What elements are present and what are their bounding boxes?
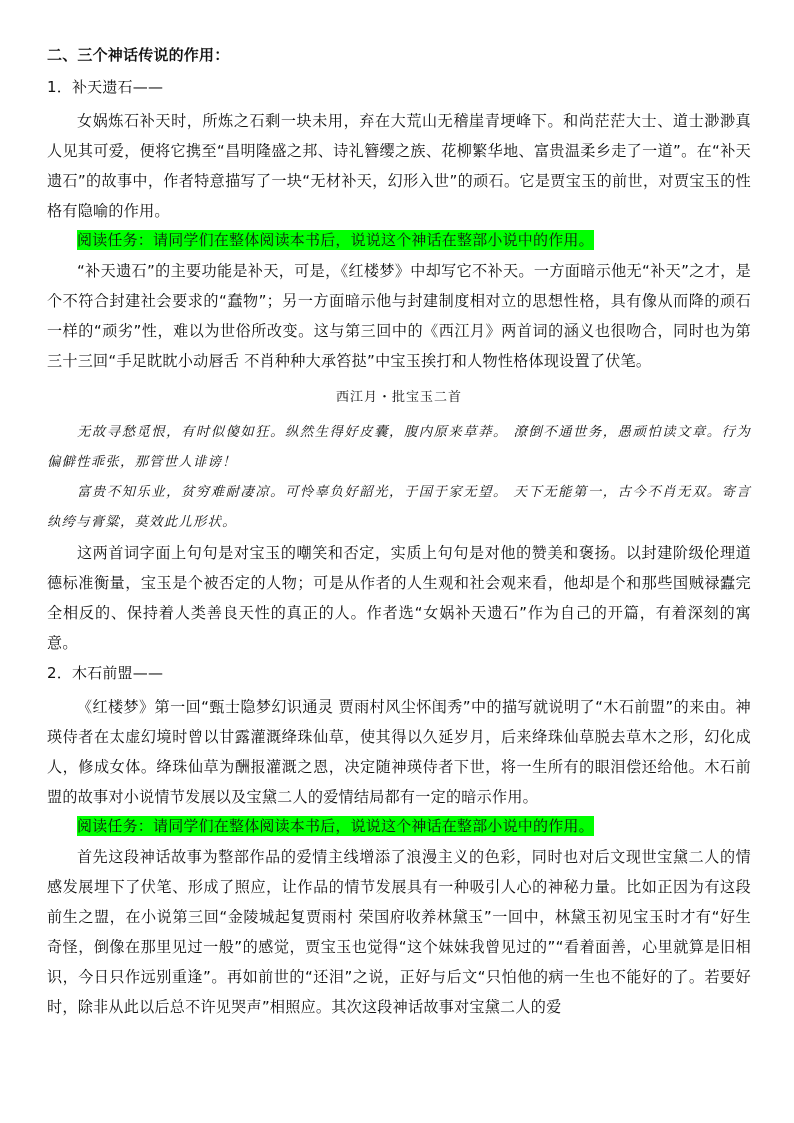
part1-title: 1．补天遗石—— <box>47 78 164 96</box>
part2-reading-task <box>77 814 751 838</box>
part1-paragraph-2: “补天遗石”的主要功能是补天，可是，《红楼梦》中却写它不补天。一方面暗示他无“补天”之才，是个不符合封建社会要求的“蠢物”；另一方面暗示他与封建制度相对立的思想性格，具有像从而降的顽石一样的“顽劣”性，难以为世俗所改变。这与第三回中的《西江月》两首词的涵义也很吻合，同时也为第三十三回“手足眈眈小动唇舌 不肖种种大承笞挞”中宝玉挨打和人物性格体现设置了伏笔。 <box>47 262 751 370</box>
part1-reading-task <box>77 228 751 252</box>
poem-stanza-2: 富贵不知乐业，贫穷难耐凄凉。可怜辜负好韶光，于国于家无望。 天下无能第一，古今不肖无双。寄言纨绔与膏粱，莫效此儿形状。 <box>47 485 751 530</box>
part2-paragraph-1: 《红楼梦》第一回“甄士隐梦幻识通灵 贾雨村风尘怀闺秀”中的描写就说明了“木石前盟”的来由。神瑛侍者在太虚幻境时曾以甘露灌溉绛珠仙草，使其得以久延岁月，后来绛珠仙草脱去草木之形，幻化成人，修成女体。绛珠仙草为酬报灌溉之恩，决定随神瑛侍者下世，将一生所有的眼泪偿还给他。木石前盟的故事对小说情节发展以及宝黛二人的爱情结局都有一定的暗示作用。 <box>47 698 751 806</box>
part1-paragraph-1: 女娲炼石补天时，所炼之石剩一块未用，弃在大荒山无稽崖青埂峰下。和尚茫茫大士、道士渺渺真人见其可爱，便将它携至“昌明隆盛之邦、诗礼簪缨之族、花柳繁华地、富贵温柔乡走了一道”。在“补天遗石”的故事中，作者特意描写了一块“无材补天，幻形入世”的顽石。它是贾宝玉的前世，对贾宝玉的性格有隐喻的作用。 <box>47 112 751 220</box>
part1-paragraph-3: 这两首词字面上句句是对宝玉的嘲笑和否定，实质上句句是对他的赞美和褒扬。以封建阶级伦理道德标准衡量，宝玉是个被否定的人物；可是从作者的人生观和社会观来看，他却是个和那些国贼禄蠹完全相反的、保持着人类善良天性的真正的人。作者选“女娲补天遗石”作为自己的开篇，有着深刻的寓意。 <box>47 544 751 652</box>
section-heading: 二、三个神话传说的作用： <box>47 46 230 64</box>
part2-paragraph-2: 首先这段神话故事为整部作品的爱情主线增添了浪漫主义的色彩，同时也对后文现世宝黛二人的情感发展埋下了伏笔、形成了照应，让作品的情节发展具有一种吸引人心的神秘力量。比如正因为有这段前生之盟，在小说第三回“金陵城起复贾雨村 荣国府收养林黛玉”一回中，林黛玉初见宝玉时才有“好生奇怪，倒像在那里见过一般”的感觉，贾宝玉也觉得“这个妹妹我曾见过的”“看着面善，心里就算是旧相识，今日只作远别重逢”。再如前世的“还泪”之说，正好与后文“只怕他的病一生也不能好的了。若要好时，除非从此以后总不许见哭声”相照应。其次这段神话故事对宝黛二人的爱 <box>47 848 751 1016</box>
poem-title: 西江月・批宝玉二首 <box>335 390 462 405</box>
part2-title: 2．木石前盟—— <box>47 664 164 682</box>
reading-task-highlight: 阅读任务：请同学们在整体阅读本书后，说说这个神话在整部小说中的作用。 <box>77 231 594 249</box>
document-page <box>47 44 751 1022</box>
reading-task-highlight: 阅读任务：请同学们在整体阅读本书后，说说这个神话在整部小说中的作用。 <box>77 817 594 835</box>
poem-stanza-1: 无故寻愁觅恨，有时似傻如狂。纵然生得好皮囊，腹内原来草莽。 潦倒不通世务，愚顽怕读文章。行为偏僻性乖张，那管世人诽谤！ <box>47 425 751 470</box>
